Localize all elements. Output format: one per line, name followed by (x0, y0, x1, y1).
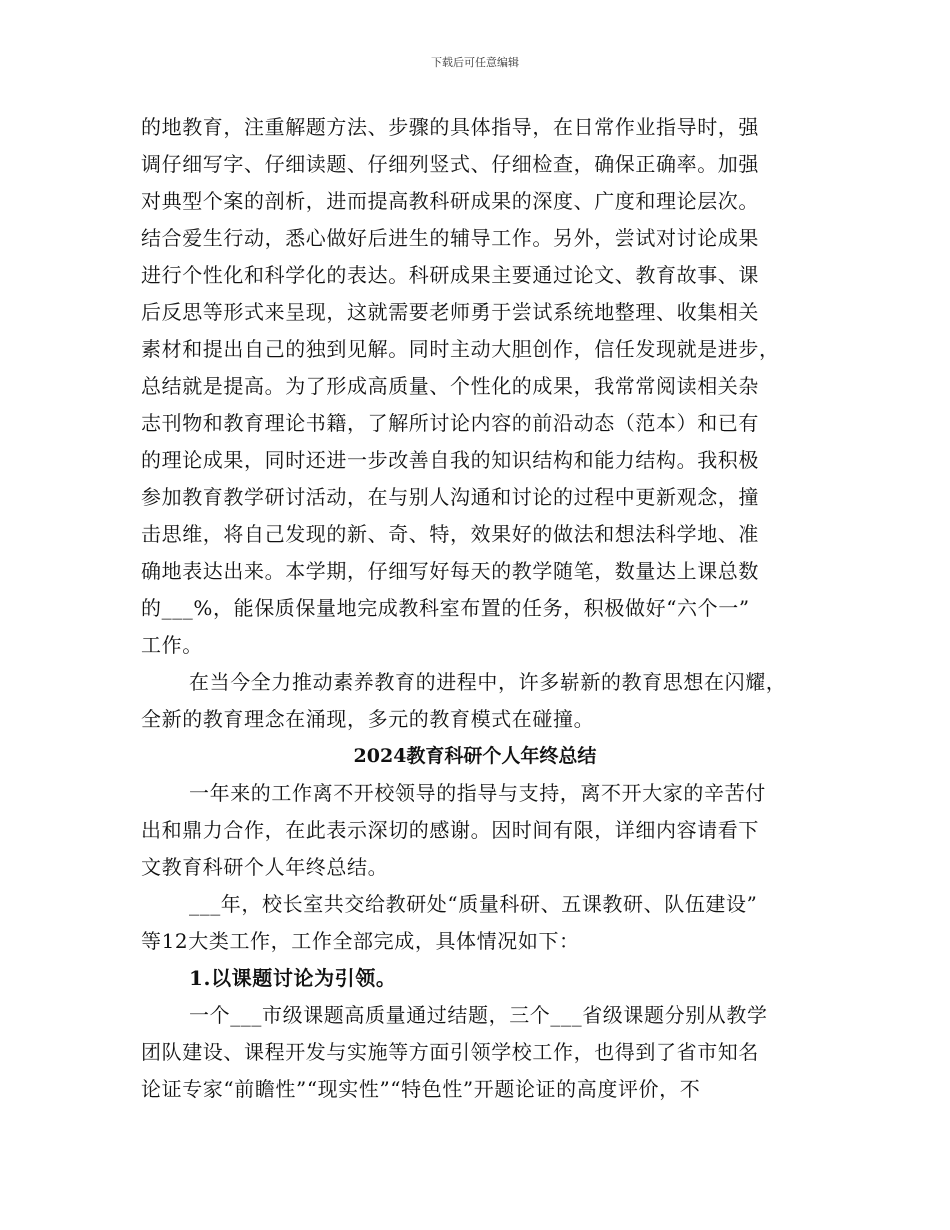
body-line: 的理论成果，同时还进一步改善自我的知识结构和能力结构。我积极 (141, 448, 759, 472)
body-line: 调仔细写字、仔细读题、仔细列竖式、仔细检查，确保正确率。加强 (141, 152, 759, 176)
body-line: 的地教育，注重解题方法、步骤的具体指导，在日常作业指导时，强 (141, 115, 759, 139)
body-line: 确地表达出来。本学期，仔细写好每天的教学随笔，数量达上课总数 (141, 559, 759, 583)
body-line: 后反思等形式来呈现，这就需要老师勇于尝试系统地整理、收集相关 (141, 300, 759, 324)
body-line: 全新的教育理念在涌现，多元的教育模式在碰撞。 (141, 707, 595, 731)
body-line: 总结就是提高。为了形成高质量、个性化的成果，我常常阅读相关杂 (141, 374, 759, 398)
body-line: 进行个性化和科学化的表达。科研成果主要通过论文、教育故事、课 (141, 263, 759, 287)
body-line: 出和鼎力合作，在此表示深切的感谢。因时间有限，详细内容请看下 (141, 818, 759, 842)
document-title: 2024教育科研个人年终总结 (353, 745, 597, 767)
body-line: 文教育科研个人年终总结。 (141, 855, 389, 879)
body-line: 团队建设、课程开发与实施等方面引领学校工作，也得到了省市知名 (141, 1040, 759, 1064)
body-line: 结合爱生行动，悉心做好后进生的辅导工作。另外，尝试对讨论成果 (141, 226, 759, 250)
body-line: 的___%，能保质保量地完成教科室布置的任务，积极做好“六个一” (141, 596, 750, 620)
body-line: ___年，校长室共交给教研处“质量科研、五课教研、队伍建设” (189, 892, 758, 916)
body-line: 对典型个案的剖析，进而提高教科研成果的深度、广度和理论层次。 (141, 189, 759, 213)
body-line: 在当今全力推动素养教育的进程中，许多崭新的教育思想在闪耀， (189, 670, 787, 694)
body-line: 论证专家“前瞻性”“现实性”“特色性”开题论证的高度评价，不 (141, 1077, 701, 1101)
body-line: 参加教育教学研讨活动，在与别人沟通和讨论的过程中更新观念，撞 (141, 485, 759, 509)
body-line: 素材和提出自己的独到见解。同时主动大胆创作，信任发现就是进步， (141, 337, 780, 361)
body-line: 志刊物和教育理论书籍，了解所讨论内容的前沿动态（范本）和已有 (141, 411, 759, 435)
body-line: 一个___市级课题高质量通过结题，三个___省级课题分别从教学 (189, 1003, 768, 1027)
body-line: 等12大类工作，工作全部完成，具体情况如下： (141, 929, 580, 953)
page-header: 下载后可任意编辑 (431, 56, 519, 69)
body-line: 一年来的工作离不开校领导的指导与支持，离不开大家的辛苦付 (189, 781, 766, 805)
body-line: 工作。 (141, 633, 203, 657)
body-line: 击思维，将自己发现的新、奇、特，效果好的做法和想法科学地、准 (141, 522, 759, 546)
section-heading: 1.以课题讨论为引领。 (189, 966, 397, 990)
